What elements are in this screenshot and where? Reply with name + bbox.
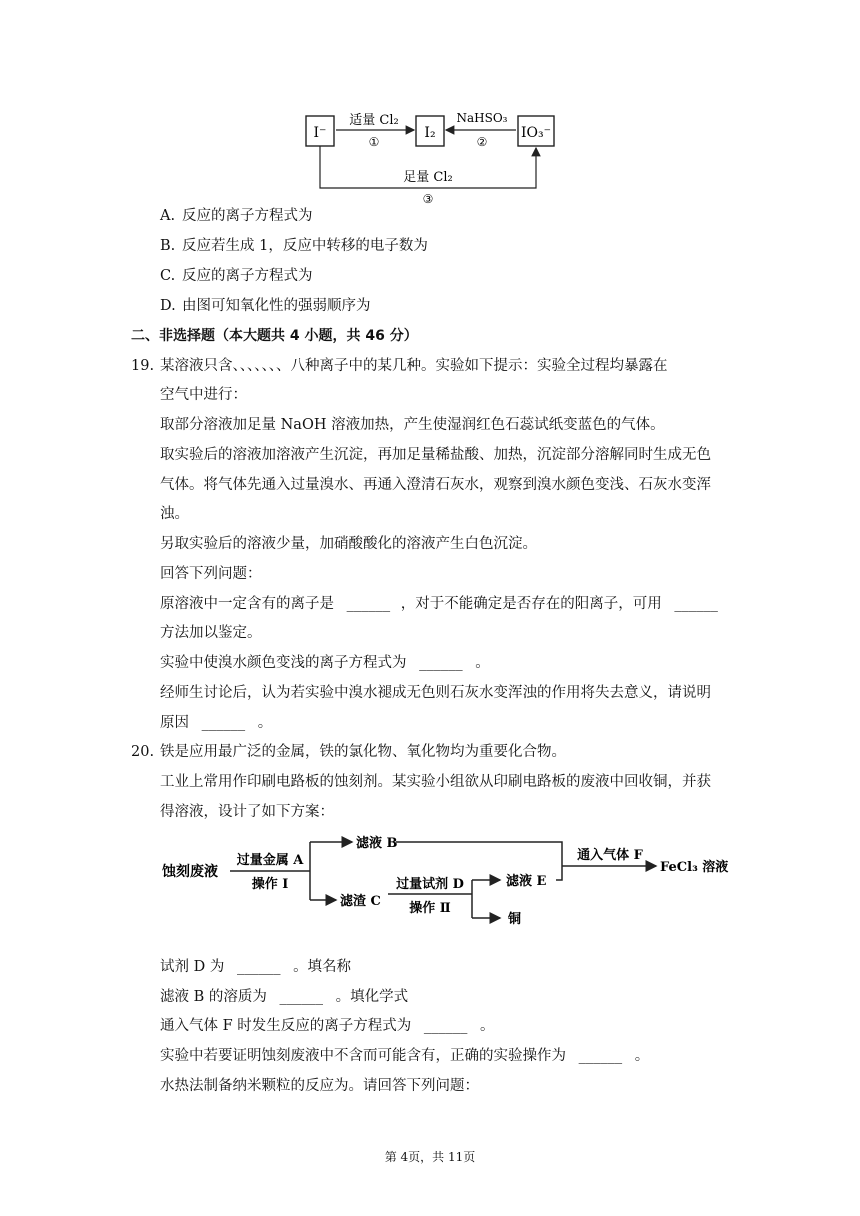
q19-line: 取实验后的溶液加溶液产生沉淀，再加足量稀盐酸、加热，沉淀部分溶解同时生成无色 xyxy=(160,447,711,463)
q19-text: 原因 xyxy=(160,715,189,731)
e-to-f-line xyxy=(556,866,562,880)
answer-blank: ______ xyxy=(419,655,463,671)
filtrate-b-label: 滤液 B xyxy=(356,836,398,851)
q19-line: 另取实验后的溶液少量，加硝酸酸化的溶液产生白色沉淀。 xyxy=(160,536,537,552)
option-text: 反应的离子方程式为 xyxy=(182,208,313,224)
q20-text: 。 xyxy=(480,1018,495,1034)
q20-line: 工业上常用作印刷电路板的蚀刻剂。某实验小组欲从印刷电路板的废液中回收铜，并获 xyxy=(160,774,711,790)
arrow-3-number: ③ xyxy=(422,192,434,206)
q20-line xyxy=(160,987,408,1007)
arrow-1-label: 适量 Cl₂ xyxy=(349,113,399,128)
q20-line: 铁是应用最广泛的金属，铁的氯化物、氧化物均为重要化合物。 xyxy=(160,744,566,760)
op1-top-label: 过量金属 A xyxy=(236,853,304,868)
q19-line xyxy=(160,713,272,733)
option-letter: A. xyxy=(160,208,176,224)
answer-blank: ______ xyxy=(578,1048,623,1064)
q20-line: 水热法制备纳米颗粒的反应为。请回答下列问题： xyxy=(160,1078,479,1094)
filtrate-e-label: 滤液 E xyxy=(506,874,547,889)
option-text: 由图可知氧化性的强弱顺序为 xyxy=(182,298,371,314)
q19-line xyxy=(160,653,490,673)
b-to-f-line xyxy=(396,842,562,866)
iodine-label: I₂ xyxy=(424,125,436,141)
q19-text: 。 xyxy=(475,655,490,671)
page-footer: 第 4页，共 11页 xyxy=(384,1150,476,1164)
q20-line xyxy=(160,1046,649,1066)
op1-bottom-label: 操作 Ⅰ xyxy=(251,877,289,892)
option-b xyxy=(160,236,428,256)
q19-text: 。 xyxy=(257,715,273,731)
section-title: 二、非选择题（本大题共 4 小题，共 46 分） xyxy=(131,328,418,344)
arrow-3-label: 足量 Cl₂ xyxy=(403,170,453,185)
answer-blank: ______ xyxy=(236,959,281,975)
q20-text: 滤液 B 的溶质为 xyxy=(160,989,267,1005)
q19-line: 气体。将气体先通入过量溴水、再通入澄清石灰水，观察到溴水颜色变浅、石灰水变浑 xyxy=(160,477,711,493)
q20-line xyxy=(160,957,351,977)
q19-line: 某溶液只含、、、、、、、八种离子中的某几种。实验如下提示：实验全过程均暴露在 xyxy=(160,358,668,374)
option-letter: B. xyxy=(160,238,176,254)
arrow-2-label: NaHSO₃ xyxy=(456,111,508,125)
copper-label: 铜 xyxy=(508,912,522,927)
q20-text: 通入气体 F 时发生反应的离子方程式为 xyxy=(160,1018,412,1034)
q19-line: 空气中进行： xyxy=(160,387,247,403)
op2-bottom-label: 操作 Ⅱ xyxy=(409,901,451,916)
answer-blank: ______ xyxy=(279,989,323,1005)
q19-line: 经师生讨论后，认为若实验中溴水褪成无色则石灰水变浑浊的作用将失去意义，请说明 xyxy=(160,685,711,701)
q19-line: 取部分溶液加足量 NaOH 溶液加热，产生使湿润红色石蕊试纸变蓝色的气体。 xyxy=(160,417,665,433)
option-d xyxy=(160,296,371,316)
gas-f-label: 通入气体 F xyxy=(577,848,643,863)
copper-recovery-flowchart xyxy=(160,830,750,930)
q19-line: 浊。 xyxy=(160,506,189,522)
q19-line: 方法加以鉴定。 xyxy=(160,625,262,641)
iodide-label: I⁻ xyxy=(313,125,327,141)
q19-text: 原溶液中一定含有的离子是 xyxy=(160,596,334,612)
arrow-2-number: ② xyxy=(476,135,488,149)
op2-top-label: 过量试剂 D xyxy=(396,877,464,892)
q20-line: 得溶液，设计了如下方案： xyxy=(160,804,334,820)
q19-text: 实验中使溴水颜色变浅的离子方程式为 xyxy=(160,655,407,671)
option-letter: D. xyxy=(160,298,176,314)
q20-text: 。填名称 xyxy=(293,959,352,975)
option-text: 反应的离子方程式为 xyxy=(182,268,313,284)
q20-text: 试剂 D 为 xyxy=(160,959,225,975)
q19-line xyxy=(160,594,718,614)
question-20-number: 20. xyxy=(131,744,155,760)
answer-blank: ______ xyxy=(674,596,718,612)
q20-text: 。填化学式 xyxy=(335,989,409,1005)
option-a xyxy=(160,206,313,226)
q19-line: 回答下列问题： xyxy=(160,566,262,582)
arrow-1-number: ① xyxy=(368,135,380,149)
residue-c-label: 滤渣 C xyxy=(340,894,381,909)
option-letter: C. xyxy=(160,268,176,284)
question-19-number: 19. xyxy=(131,358,155,374)
q20-text: 实验中若要证明蚀刻废液中不含而可能含有，正确的实验操作为 xyxy=(160,1048,566,1064)
option-c xyxy=(160,266,313,286)
iodine-cycle-diagram xyxy=(300,104,570,206)
product-label: FeCl₃ 溶液 xyxy=(660,860,729,875)
option-text: 反应若生成 1，反应中转移的电子数为 xyxy=(182,238,428,254)
answer-blank: ______ xyxy=(423,1018,468,1034)
iodate-label: IO₃⁻ xyxy=(520,125,552,141)
q20-line xyxy=(160,1016,495,1036)
answer-blank: ______ xyxy=(201,715,246,731)
q20-text: 。 xyxy=(634,1048,650,1064)
etching-waste-label: 蚀刻废液 xyxy=(162,864,218,880)
answer-blank: ______ xyxy=(346,596,391,612)
q19-text: ，对于不能确定是否存在的阳离子，可用 xyxy=(400,596,662,612)
